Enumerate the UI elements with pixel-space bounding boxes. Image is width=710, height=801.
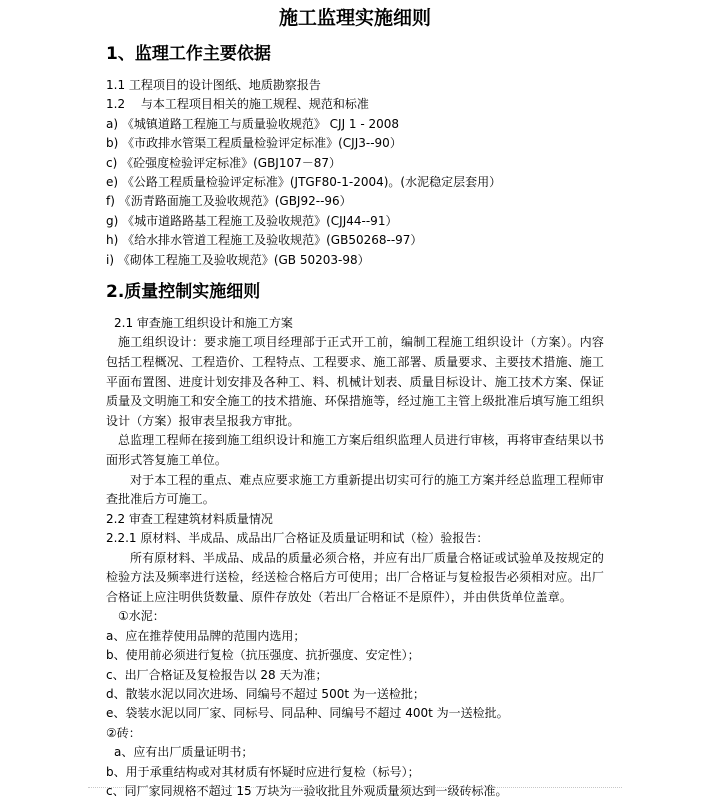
brick-item-c: c、同厂家同规格不超过 15 万块为一验收批且外观质量须达到一级砖标准。 — [106, 784, 508, 799]
cement-item-a: a、应在推荐使用品牌的范围内选用； — [106, 628, 306, 643]
subsection-2-2-1-heading: 2.2.1 原材料、半成品、成品出厂合格证及质量证明和试（检）验报告： — [106, 531, 489, 546]
materials-quality-paragraph: 所有原材料、半成品、成品的质量必须合格，并应有出厂质量合格证或试验单及按规定的检验方法及频率进行送检，经送检合格后方可使用；出厂合格证与复检报告必须相对应。出厂合格证上应注明供货数量、原件存放处（若出厂合格证不是原件），并由供货单位盖章。 — [106, 550, 604, 604]
cement-item-b: b、使用前必须进行复检（抗压强度、抗折强度、安定性）； — [106, 648, 420, 663]
basis-line-1-1: 1.1 工程项目的设计图纸、地质勘察报告 — [106, 78, 321, 92]
basis-standard-i: i) 《砌体工程施工及验收规范》(GB 50203-98） — [106, 252, 370, 267]
basis-standard-c: c) 《砼强度检验评定标准》(GBJ107－87） — [106, 155, 342, 170]
brick-item-b: b、用于承重结构或对其材质有怀疑时应进行复检（标号）； — [106, 764, 420, 779]
subsection-2-1-heading: 2.1 审查施工组织设计和施工方案 — [114, 316, 293, 331]
construction-design-paragraph: 施工组织设计：要求施工项目经理部于正式开工前，编制工程施工组织设计（方案）。内容包括工程概况、工程造价、工程特点、工程要求、施工部署、质量要求、主要技术措施、施工平面布置图、进度计划安排及各种工、料、机械计划表、质量目标设计、施工技术方案、保证质量及文明施工和安全施工的技术措施、环保措施等，经过施工主管上级批准后填写施工组织设计（方案）报审表呈报我方审批。 — [106, 335, 604, 428]
basis-standard-f: f) 《沥青路面施工及验收规范》(GBJ92--96） — [106, 194, 352, 209]
cement-item-d: d、散装水泥以同次进场、同编号不超过 500t 为一送检批； — [106, 687, 425, 702]
cement-item-c: c、出厂合格证及复检报告以 28 天为准； — [106, 667, 328, 682]
brick-item-a: a、应有出厂质量证明书； — [114, 745, 254, 760]
page-bottom-rule — [88, 787, 622, 788]
cement-heading: ①水泥： — [118, 609, 165, 624]
subsection-2-2-heading: 2.2 审查工程建筑材料质量情况 — [106, 511, 273, 526]
basis-standard-h: h) 《给水排水管道工程施工及验收规范》(GB50268--97） — [106, 233, 423, 248]
chief-engineer-review-paragraph: 总监理工程师在接到施工组织设计和施工方案后组织监理人员进行审核，再将审查结果以书面形式答复施工单位。 — [106, 433, 604, 468]
section2-heading: 2.质量控制实施细则 — [106, 282, 261, 303]
section1-heading: 1、监理工作主要依据 — [106, 44, 271, 64]
key-difficulties-paragraph: 对于本工程的重点、难点应要求施工方重新提出切实可行的施工方案并经总监理工程师审查批准后方可施工。 — [106, 472, 604, 507]
document-title: 施工监理实施细则 — [278, 7, 431, 29]
basis-standard-b: b) 《市政排水管渠工程质量检验评定标准》(CJJ3--90） — [106, 136, 402, 151]
basis-standard-g: g) 《城市道路路基工程施工及验收规范》(CJJ44--91） — [106, 213, 398, 228]
basis-line-1-2: 1.2 与本工程项目相关的施工规程、规范和标准 — [106, 97, 369, 112]
basis-standard-e: e) 《公路工程质量检验评定标准》(JTGF80-1-2004)。(水泥稳定层套用） — [106, 175, 502, 190]
basis-standard-a: a) 《城镇道路工程施工与质量验收规范》 CJJ 1 - 2008 — [106, 116, 400, 131]
brick-heading: ②砖： — [106, 725, 141, 740]
cement-item-e: e、袋装水泥以同厂家、同标号、同品种、同编号不超过 400t 为一送检批。 — [106, 706, 509, 721]
